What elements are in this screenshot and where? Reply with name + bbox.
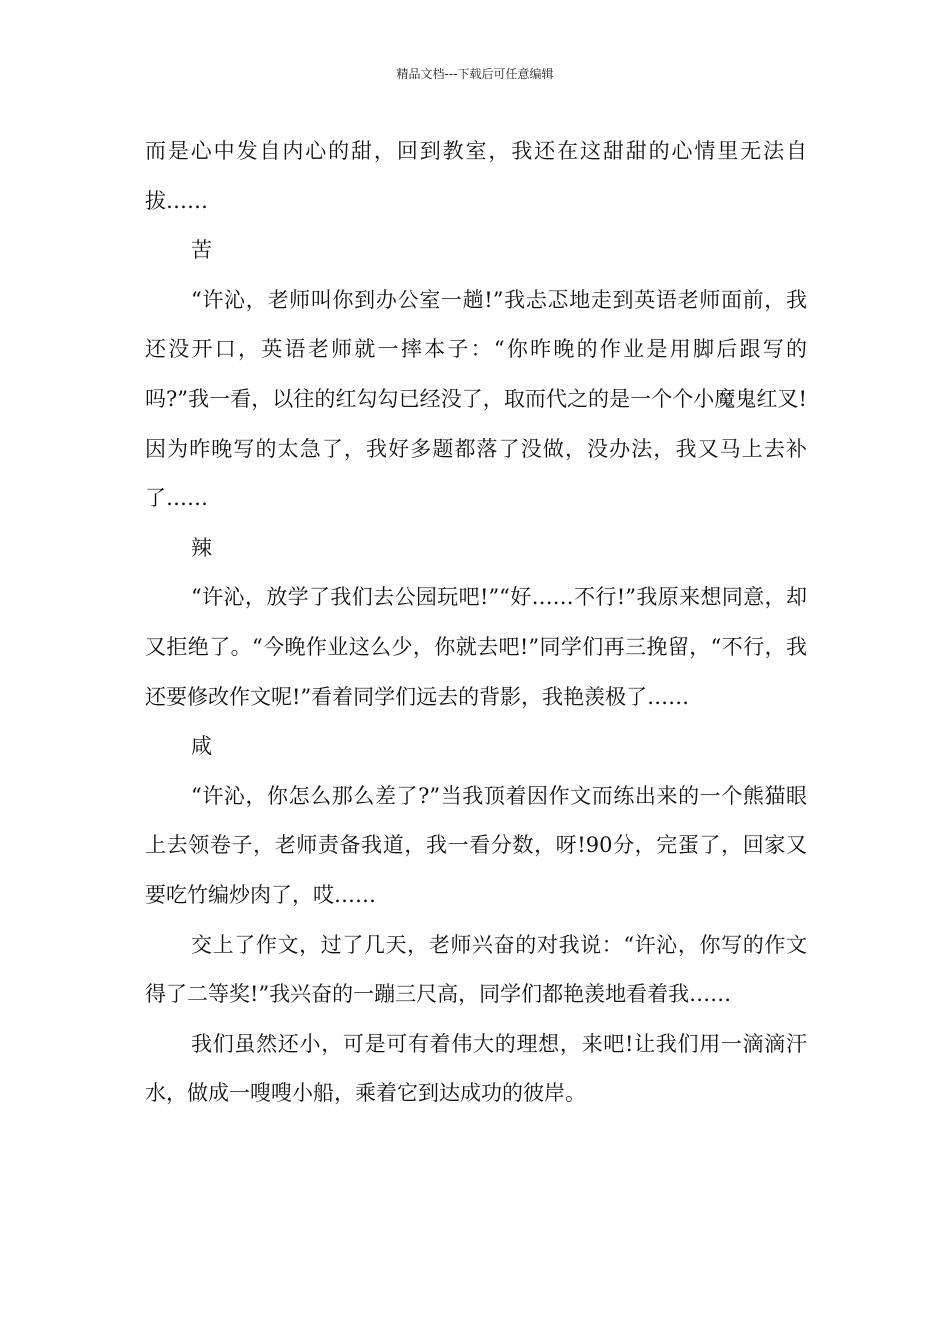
section-heading-spicy: 辣 (191, 535, 212, 560)
paragraph: 交上了作文，过了几天，老师兴奋的对我说：“许沁，你写的作文得了二等奖!”我兴奋的一蹦三尺高，同学们都艳羡地看着我…… (145, 932, 807, 1007)
page-header: 精品文档---下载后可任意编辑 (396, 67, 554, 81)
paragraph: “许沁，你怎么那么差了?”当我顶着因作文而练出来的一个熊猫眼上去领卷子，老师责备我道，我一看分数，呀!90分，完蛋了，回家又要吃竹编炒肉了，哎…… (145, 783, 807, 907)
document-body (145, 127, 807, 1119)
section-heading-salty: 咸 (191, 734, 212, 759)
paragraph: “许沁，老师叫你到办公室一趟!”我忐忑地走到英语老师面前，我还没开口，英语老师就一摔本子：“你昨晚的作业是用脚后跟写的吗?”我一看，以往的红勾勾已经没了，取而代之的是一个个小魔鬼红叉!因为昨晚写的太急了，我好多题都落了没做，没办法，我又马上去补了…… (145, 287, 807, 511)
paragraph: “许沁，放学了我们去公园玩吧!”“好……不行!”我原来想同意，却又拒绝了。“今晚作业这么少，你就去吧!”同学们再三挽留，“不行，我还要修改作文呢!”看着同学们远去的背影，我艳羡极了…… (145, 585, 807, 709)
section-heading-bitter: 苦 (191, 238, 212, 263)
closing-paragraph: 我们虽然还小，可是可有着伟大的理想，来吧!让我们用一滴滴汗水，做成一嗖嗖小船，乘着它到达成功的彼岸。 (145, 1031, 807, 1106)
paragraph: 而是心中发自内心的甜，回到教室，我还在这甜甜的心情里无法自拔…… (145, 139, 807, 213)
